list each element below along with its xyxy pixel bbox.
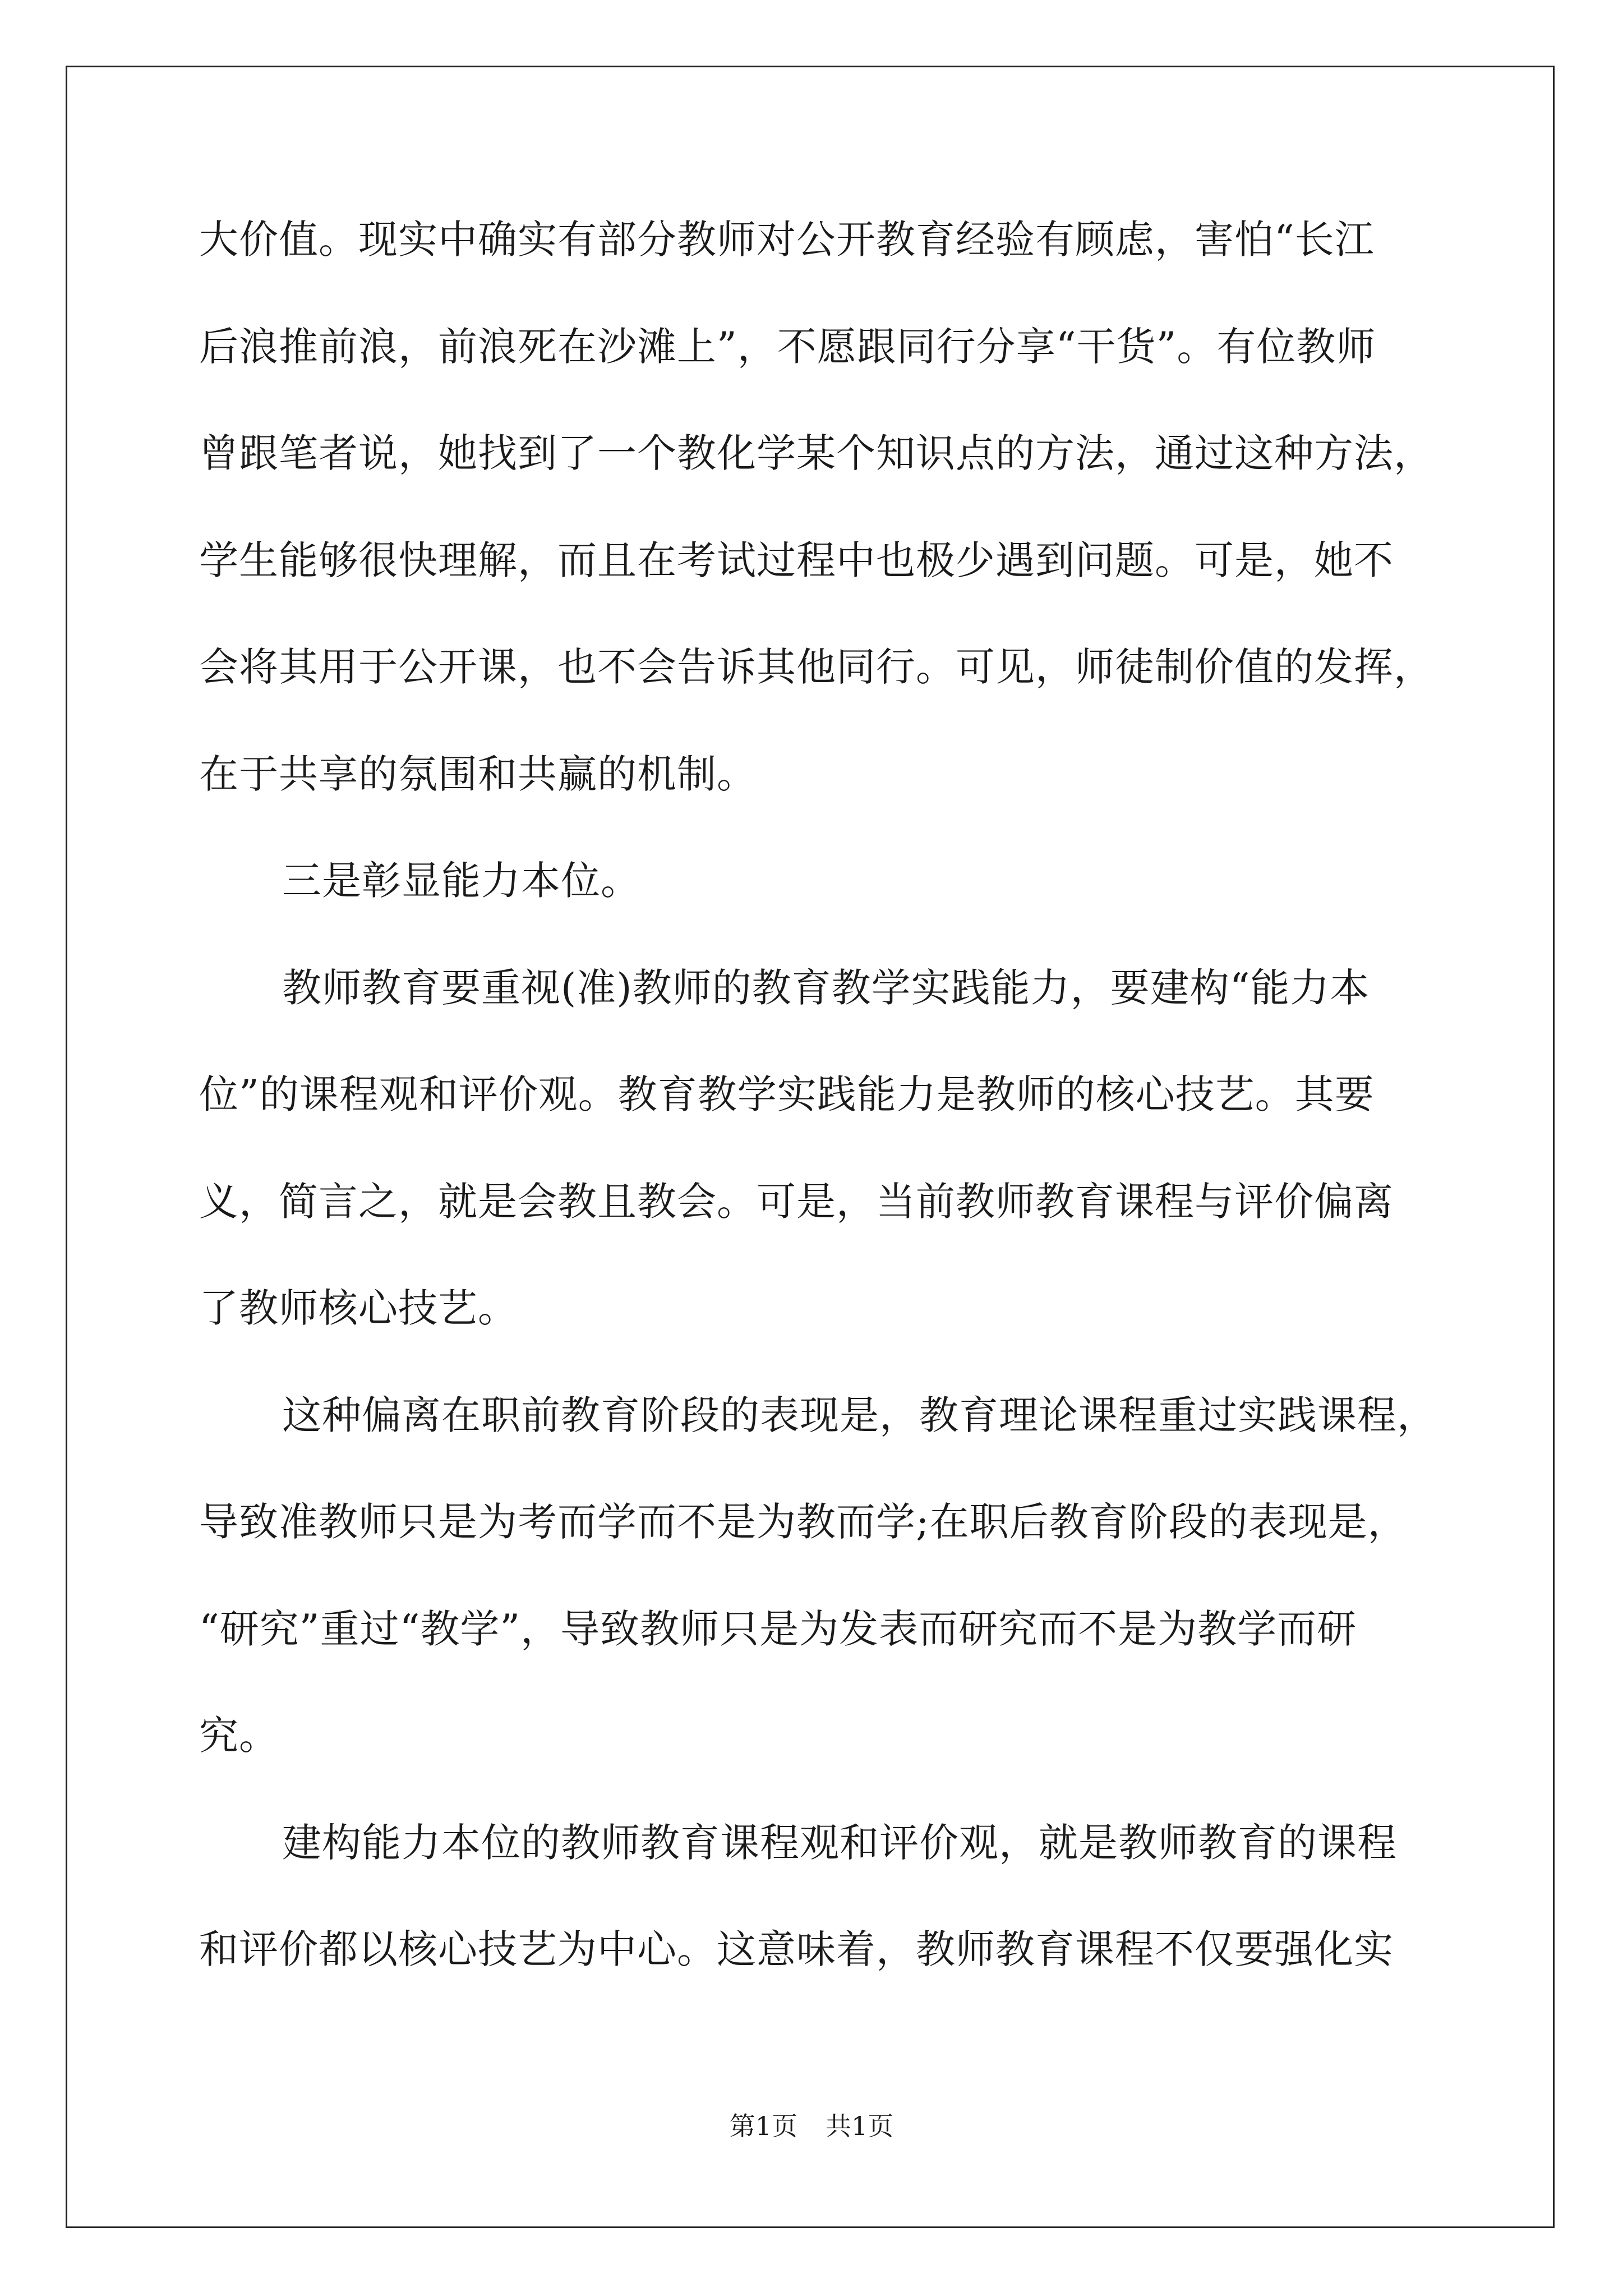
text-line: 义，简言之，就是会教且教会。可是，当前教师教育课程与评价偏离 <box>199 1180 1394 1223</box>
text-line: 大价值。现实中确实有部分教师对公开教育经验有顾虑，害怕“长江 <box>199 218 1375 261</box>
text-line: 建构能力本位的教师教育课程观和评价观，就是教师教育的课程 <box>282 1821 1397 1865</box>
text-line: 究。 <box>199 1714 279 1757</box>
text-line: 导致准教师只是为考而学而不是为教而学;在职后教育阶段的表现是， <box>199 1500 1408 1544</box>
text-line: 曾跟笔者说，她找到了一个教化学某个知识点的方法，通过这种方法， <box>199 431 1433 475</box>
text-line: 后浪推前浪，前浪死在沙滩上”，不愿跟同行分享“干货”。有位教师 <box>199 325 1376 369</box>
text-line: 学生能够很快理解，而且在考试过程中也极少遇到问题。可是，她不 <box>199 539 1394 582</box>
text-line: 和评价都以核心技艺为中心。这意味着，教师教育课程不仅要强化实 <box>199 1927 1394 1971</box>
page-border <box>66 66 1555 2228</box>
text-line: 位”的课程观和评价观。教育教学实践能力是教师的核心技艺。其要 <box>199 1073 1375 1116</box>
text-line: 了教师核心技艺。 <box>199 1286 518 1330</box>
text-line: 这种偏离在职前教育阶段的表现是，教育理论课程重过实践课程， <box>282 1393 1437 1437</box>
page-footer <box>0 2110 1623 2142</box>
page-total: 共1页 <box>826 2111 894 2141</box>
section-heading: 三是彰显能力本位。 <box>282 859 640 903</box>
text-line: 会将其用于公开课，也不会告诉其他同行。可见，师徒制价值的发挥， <box>199 645 1433 689</box>
text-line: 在于共享的氛围和共赢的机制。 <box>199 752 757 796</box>
text-line: 教师教育要重视(准)教师的教育教学实践能力，要建构“能力本 <box>282 966 1370 1010</box>
text-line: “研究”重过“教学”，导致教师只是为发表而研究而不是为教学而研 <box>199 1607 1357 1651</box>
page-number: 第1页 <box>729 2111 797 2141</box>
